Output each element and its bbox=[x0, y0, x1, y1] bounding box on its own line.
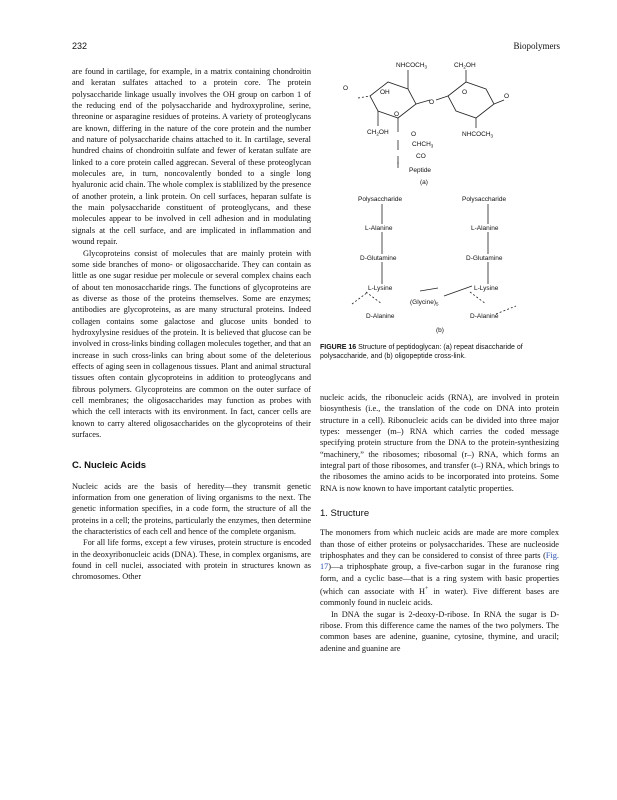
figure-17-link[interactable]: Fig. 17 bbox=[320, 551, 559, 572]
right-column bbox=[320, 392, 559, 654]
peptidoglycan-diagram bbox=[320, 56, 560, 341]
label-part-a: (a) bbox=[420, 179, 428, 186]
bond bbox=[436, 96, 448, 100]
label-o-left: O bbox=[343, 85, 349, 92]
bond bbox=[416, 100, 430, 104]
figure-caption bbox=[320, 343, 560, 361]
label-polysaccharide-right: Polysaccharide bbox=[462, 196, 507, 203]
crosslink-dashed bbox=[352, 292, 368, 304]
label-ch2oh-bottom: $CH_2OH$ bbox=[367, 129, 389, 137]
bond bbox=[494, 100, 504, 104]
label-l-alanine-right: L-Alanine bbox=[471, 225, 499, 232]
label-ch2oh-top: $CH_2OH$ bbox=[454, 62, 476, 70]
caption-label: FIGURE 16 bbox=[320, 344, 357, 351]
label-peptide: Peptide bbox=[409, 167, 432, 174]
label-l-lysine-left: L-Lysine bbox=[368, 285, 393, 292]
sugar-ring-right bbox=[448, 82, 494, 118]
figure-16 bbox=[320, 56, 560, 341]
label-o-bridge: O bbox=[429, 99, 435, 106]
label-nhcoch3-top: $NHCOCH_3$ bbox=[396, 62, 428, 70]
label-co: CO bbox=[416, 153, 426, 160]
body-paragraph: In DNA the sugar is 2-deoxy-D-ribose. In RNA the sugar is D-ribose. From this difference came the names of the two polymers. The common bases are adenine, guanine, cytosine, thymine, and uracil; adenine and guanine are bbox=[320, 609, 559, 653]
label-nhcoch3-bottom: $NHCOCH_3$ bbox=[462, 131, 494, 139]
label-glycine: $(Glycine)_5$ bbox=[410, 299, 439, 307]
body-paragraph: Glycoproteins consist of molecules that are mainly protein with some side branches of mono- or oligosaccharide. They can contain as little as one sugar residue per molecule or several complex chains each of about ten monosaccharide rings. The functions of glycoproteins are as diverse as those of the proteins themselves. Some are enzymes; antibodies are glycoproteins, as are many structural proteins. Indeed collagen contains some galactose and glucose units bonded to hydroxylysine residues of the protein. It is believed that glucose can be involved in cross-links binding collagen molecules together, and that an increase in such cross-links can bring about some of the deleterious effects of aging seen in collagenous tissues. Plant and animal structural tissues often contain glycoproteins in addition to proteoglycans and fibrous polymers. Glycoproteins are common on the outer surface of cell membranes; the oligosaccharides may function as probes with which the cell interacts with its environment. In fact, cancer cells are known to carry altered oligosaccharides on the glycoproteins of their surfaces. bbox=[72, 248, 311, 439]
crosslink-dashed bbox=[470, 292, 486, 304]
body-paragraph: nucleic acids, the ribonucleic acids (RNA), are involved in protein biosynthesis (i.e., the translation of the code on DNA into protein structure in a cell). Ribonucleic acids can be divided into three major types: messenger (m–) RNA which carries the coded message specifying protein structure from the DNA to the protein-synthesizing “machinery,” the ribosomes; ribosomal (r–) RNA, which forms an integral part of those ribosomes, and transfer (t–) RNA, which brings to the ribosomes the amino acids to be incorporated into proteins. Some RNA is now known to have important catalytic properties. bbox=[320, 393, 559, 493]
bond-dashed bbox=[358, 96, 370, 98]
page-number: 232 bbox=[72, 41, 88, 51]
crosslink-dashed bbox=[496, 306, 516, 314]
body-paragraph: Nucleic acids are the basis of heredity—they transmit genetic information from one generation of living organisms to the next. The genetic information specifies, in a code form, the structure of all the proteins in a cell; the proteins, particularly the enzymes, then determine the characteristics of each cell and hence of the complete organism. bbox=[72, 481, 311, 537]
label-o-bottom: O bbox=[411, 131, 417, 138]
label-o-ring1: O bbox=[394, 111, 400, 118]
label-chch3: $CHCH_3$ bbox=[412, 141, 434, 149]
label-o-ring2: O bbox=[462, 89, 468, 96]
crosslink bbox=[420, 288, 438, 291]
caption-text: Structure of peptidoglycan: (a) repeat disaccharide of polysaccharide, and (b) oligopeptide cross-link. bbox=[320, 344, 523, 360]
label-d-alanine-left: D-Alanine bbox=[366, 313, 395, 320]
left-column bbox=[72, 66, 311, 583]
label-oh: OH bbox=[380, 89, 390, 96]
running-head: Biopolymers bbox=[513, 41, 560, 51]
crosslink bbox=[444, 286, 472, 296]
body-paragraph: are found in cartilage, for example, in a matrix containing chondroitin and keratan sulfates attached to a protein core. The protein polysaccharide linkage usually involves the OH group on carbon 1 of the reducing end of the polysaccharide and hydroxyproline, serine, threonine or asparagine residues of proteins. A variety of proteoglycans are known, differing in the nature of the core protein and the number and nature of polysaccharide chains attached to it. In cartilage, several hundred chains of chondroitin sulfate and fewer of keratan sulfate are linked to a core protein called aggrecan. Several of these proteoglycan molecules are, in turn, noncovalently bonded to a single long hyaluronic acid chain. The whole complex is stablilized by the presence of another protein, a link protein. On cell surfaces, heparan sulfate is the main polysaccharide constituent of proteoglycans, and these molecules appear to be involved in cell adhesion and in modulating signals at the cell surface, and are implicated in inflammation and wound repair. bbox=[72, 67, 311, 247]
sugar-ring-left bbox=[370, 82, 416, 118]
body-paragraph: The monomers from which nucleic acids are made are more complex than those of either proteins or polysaccharides. These are nucleoside triphosphates and they can be considered to consist of three parts (Fig. 17)—a triphosphate group, a five-carbon sugar in the furanose ring form, and a cyclic base—that is a ring system with basic properties (which can associate with H+ in water). Five different bases are commonly found in nucleic acids. bbox=[320, 528, 559, 608]
label-l-alanine-left: L-Alanine bbox=[365, 225, 393, 232]
section-heading: C. Nucleic Acids bbox=[72, 460, 147, 472]
label-d-alanine-right: D-Alanine bbox=[470, 313, 499, 320]
subsection-heading: 1. Structure bbox=[320, 508, 370, 520]
body-paragraph: For all life forms, except a few viruses, protein structure is encoded in the deoxyribonucleic acids (DNA). These, in complex organisms, are found in cell nuclei, associated with protein in structures known as chromosomes. Other bbox=[72, 538, 311, 582]
label-part-b: (b) bbox=[436, 327, 444, 334]
label-l-lysine-right: L-Lysine bbox=[474, 285, 499, 292]
label-o-right: O bbox=[504, 93, 510, 100]
crosslink-dashed bbox=[366, 292, 382, 304]
label-d-glutamine-right: D-Glutamine bbox=[466, 255, 503, 262]
label-polysaccharide-left: Polysaccharide bbox=[358, 196, 403, 203]
label-d-glutamine-left: D-Glutamine bbox=[360, 255, 397, 262]
